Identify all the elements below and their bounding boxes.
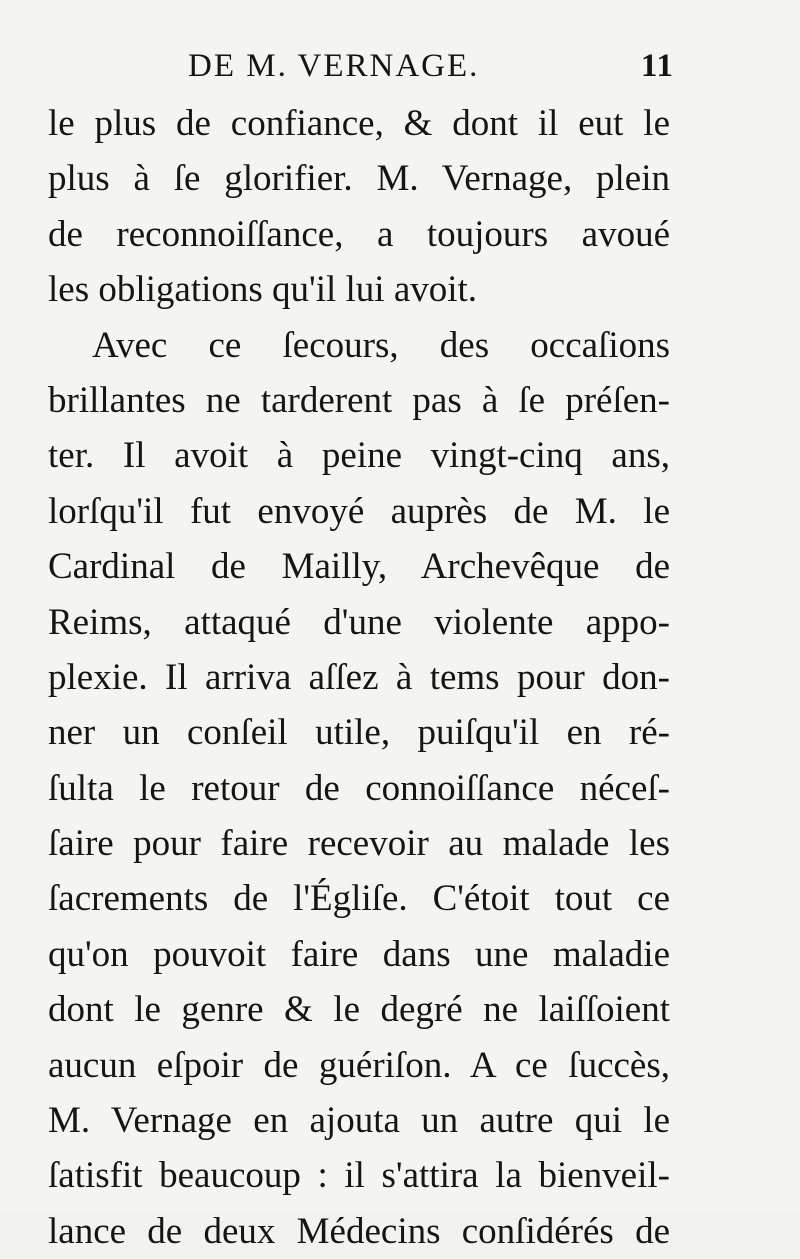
text-line: le plus de confiance, & dont il eut le [48, 103, 670, 144]
text-line: dont le genre & le degré ne laiſſoient [48, 989, 670, 1031]
text-line: Cardinal de Mailly, Archevêque de [48, 546, 670, 588]
text-line: lorſqu'il fut envoyé auprès de M. le [48, 490, 670, 532]
text-line: ſaire pour faire recevoir au malade les [48, 823, 670, 865]
text-line: de reconnoiſſance, a toujours avoué [48, 213, 670, 255]
text-line: les obligations qu'il lui avoit. [48, 269, 478, 311]
text-line: Reims, attaqué d'une violente appo- [48, 601, 670, 643]
text-line-paragraph-start: Avec ce ſecours, des occaſions [92, 324, 670, 366]
text-line: lance de deux Médecins conſidérés de [48, 1210, 670, 1252]
running-head [48, 44, 674, 88]
text-line: ſacrements de l'Égliſe. C'étoit tout ce [48, 878, 670, 920]
text-line: qu'on pouvoit faire dans une maladie [48, 933, 670, 975]
text-line: plexie. Il arriva aſſez à tems pour don- [48, 656, 670, 698]
text-line: ſatisfit beaucoup : il s'attira la bienveil- [48, 1155, 670, 1197]
running-title: DE M. VERNAGE. [188, 48, 480, 84]
text-line: aucun eſpoir de guériſon. A ce ſuccès, [48, 1044, 670, 1086]
text-line: ner un conſeil utile, puiſqu'il en ré- [48, 712, 670, 754]
text-line: plus à ſe glorifier. M. Vernage, plein [48, 158, 670, 200]
text-line: M. Vernage en ajouta un autre qui le [48, 1100, 670, 1142]
text-line: ter. Il avoit à peine vingt-cinq ans, [48, 435, 670, 477]
body-text [48, 96, 670, 1259]
text-line: brillantes ne tarderent pas à ſe préſen- [48, 379, 670, 421]
text-line: ſulta le retour de connoiſſance néceſ- [48, 767, 670, 809]
page-number: 11 [640, 48, 674, 84]
